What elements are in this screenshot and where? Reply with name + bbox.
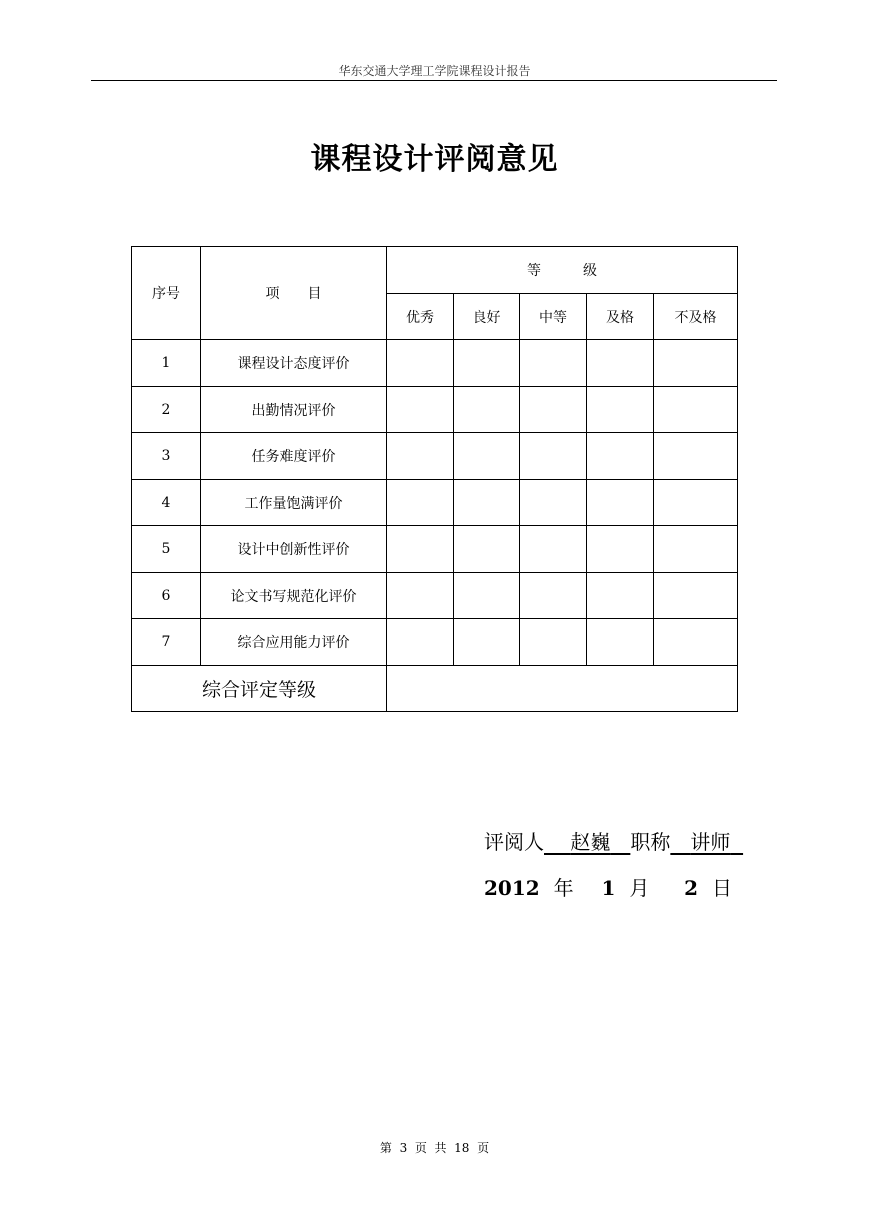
header-divider bbox=[91, 80, 777, 81]
date-year: 2012 bbox=[484, 876, 540, 900]
date-day: 2 bbox=[684, 876, 699, 900]
grade-pass: 及格 bbox=[587, 294, 654, 340]
date-month: 1 bbox=[601, 876, 616, 900]
grade-cell[interactable] bbox=[454, 573, 520, 619]
grade-good: 良好 bbox=[454, 294, 520, 340]
grade-cell[interactable] bbox=[387, 619, 454, 666]
overall-row bbox=[132, 666, 738, 712]
grade-cell[interactable] bbox=[387, 340, 454, 387]
title-label: 职称 bbox=[630, 830, 671, 854]
grade-cell[interactable] bbox=[387, 387, 454, 433]
page-title: 课程设计评阅意见 bbox=[310, 142, 559, 177]
grade-medium: 中等 bbox=[520, 294, 587, 340]
header-item: 项 目 bbox=[201, 247, 387, 340]
table-row bbox=[132, 387, 738, 433]
grade-cell[interactable] bbox=[520, 619, 587, 666]
signature-line bbox=[484, 826, 743, 855]
footer-total: 18 bbox=[454, 1141, 470, 1155]
header-grade: 等 级 bbox=[387, 247, 738, 294]
row-item: 综合应用能力评价 bbox=[201, 619, 387, 666]
footer-page-unit: 页 bbox=[414, 1141, 427, 1155]
grade-excellent: 优秀 bbox=[387, 294, 454, 340]
row-item: 出勤情况评价 bbox=[201, 387, 387, 433]
date-year-unit: 年 bbox=[553, 876, 574, 900]
grade-cell[interactable] bbox=[587, 526, 654, 573]
table-row bbox=[132, 526, 738, 573]
reviewer-name-field bbox=[544, 830, 630, 854]
table-row bbox=[132, 340, 738, 387]
grade-cell[interactable] bbox=[654, 619, 738, 666]
reviewer-label: 评阅人 bbox=[484, 830, 544, 854]
row-item: 任务难度评价 bbox=[201, 433, 387, 480]
header-title: 华东交通大学理工学院课程设计报告 bbox=[338, 64, 531, 78]
date-month-unit: 月 bbox=[629, 876, 650, 900]
grade-cell[interactable] bbox=[587, 387, 654, 433]
grade-cell[interactable] bbox=[387, 526, 454, 573]
row-index: 4 bbox=[132, 480, 201, 526]
grade-fail: 不及格 bbox=[654, 294, 738, 340]
date-day-unit: 日 bbox=[712, 876, 733, 900]
row-item: 论文书写规范化评价 bbox=[201, 573, 387, 619]
overall-label: 综合评定等级 bbox=[132, 666, 387, 712]
footer-page: 3 bbox=[399, 1141, 408, 1155]
row-index: 5 bbox=[132, 526, 201, 573]
footer-total-unit: 页 bbox=[477, 1141, 490, 1155]
reviewer-name: 赵巍 bbox=[570, 830, 611, 854]
review-date bbox=[484, 872, 732, 901]
grade-cell[interactable] bbox=[454, 340, 520, 387]
grade-cell[interactable] bbox=[520, 340, 587, 387]
grade-cell[interactable] bbox=[587, 573, 654, 619]
header-index: 序号 bbox=[132, 247, 201, 340]
footer-prefix: 第 bbox=[379, 1141, 392, 1155]
row-index: 7 bbox=[132, 619, 201, 666]
row-index: 6 bbox=[132, 573, 201, 619]
grade-cell[interactable] bbox=[587, 619, 654, 666]
page-footer bbox=[0, 1139, 869, 1156]
grade-cell[interactable] bbox=[520, 573, 587, 619]
row-index: 1 bbox=[132, 340, 201, 387]
row-item: 工作量饱满评价 bbox=[201, 480, 387, 526]
title-value: 讲师 bbox=[690, 830, 731, 854]
grade-cell[interactable] bbox=[387, 480, 454, 526]
row-index: 3 bbox=[132, 433, 201, 480]
table-row bbox=[132, 573, 738, 619]
evaluation-table bbox=[131, 246, 738, 712]
grade-cell[interactable] bbox=[654, 526, 738, 573]
grade-cell[interactable] bbox=[520, 480, 587, 526]
grade-cell[interactable] bbox=[654, 433, 738, 480]
title-value-field bbox=[670, 830, 743, 854]
grade-cell[interactable] bbox=[654, 387, 738, 433]
grade-cell[interactable] bbox=[454, 526, 520, 573]
grade-cell[interactable] bbox=[454, 619, 520, 666]
table-row bbox=[132, 619, 738, 666]
grade-cell[interactable] bbox=[454, 433, 520, 480]
grade-cell[interactable] bbox=[520, 387, 587, 433]
grade-cell[interactable] bbox=[387, 433, 454, 480]
grade-cell[interactable] bbox=[654, 480, 738, 526]
table-row bbox=[132, 480, 738, 526]
grade-cell[interactable] bbox=[520, 433, 587, 480]
grade-cell[interactable] bbox=[454, 387, 520, 433]
row-item: 课程设计态度评价 bbox=[201, 340, 387, 387]
grade-cell[interactable] bbox=[520, 526, 587, 573]
grade-cell[interactable] bbox=[587, 433, 654, 480]
grade-cell[interactable] bbox=[454, 480, 520, 526]
grade-cell[interactable] bbox=[387, 573, 454, 619]
grade-cell[interactable] bbox=[587, 340, 654, 387]
grade-cell[interactable] bbox=[587, 480, 654, 526]
row-item: 设计中创新性评价 bbox=[201, 526, 387, 573]
footer-total-prefix: 共 bbox=[434, 1141, 447, 1155]
grade-cell[interactable] bbox=[654, 573, 738, 619]
table-row bbox=[132, 433, 738, 480]
overall-value[interactable] bbox=[387, 666, 738, 712]
grade-cell[interactable] bbox=[654, 340, 738, 387]
row-index: 2 bbox=[132, 387, 201, 433]
